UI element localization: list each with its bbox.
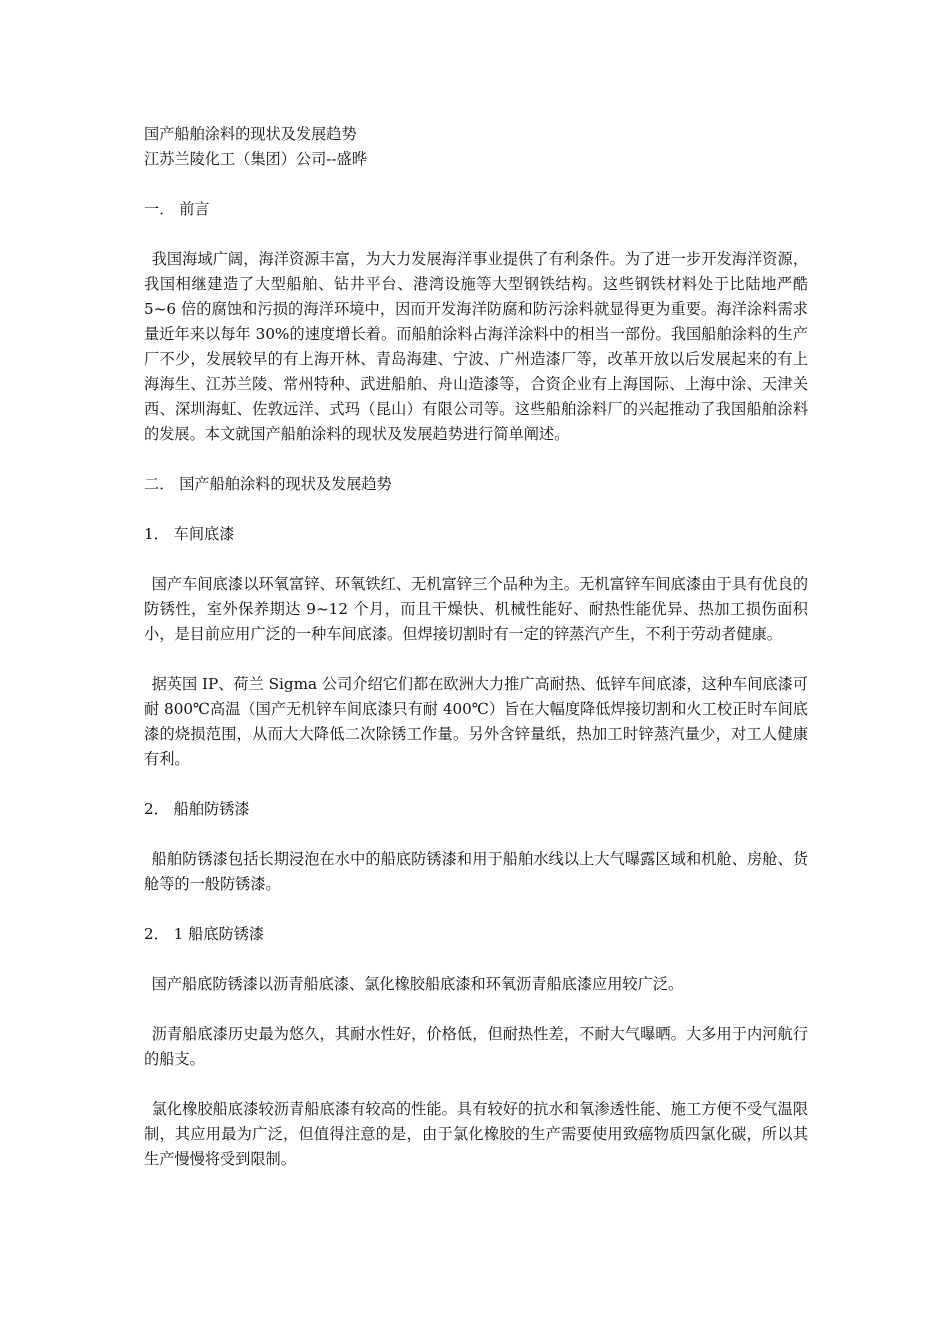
spacer — [144, 172, 808, 197]
paragraph: 沥青船底漆历史最为悠久，其耐水性好，价格低，但耐热性差，不耐大气曝晒。大多用于内河航行的船支。 — [144, 1025, 808, 1068]
document-author: 江苏兰陵化工（集团）公司--盛晔 — [144, 150, 367, 168]
spacer — [144, 447, 808, 472]
paragraph: 国产船底防锈漆以沥青船底漆、氯化橡胶船底漆和环氧沥青船底漆应用较广泛。 — [151, 975, 684, 993]
spacer — [144, 997, 808, 1022]
spacer — [144, 647, 808, 672]
title-block — [144, 122, 808, 172]
paragraph: 船舶防锈漆包括长期浸泡在水中的船底防锈漆和用于船舶水线以上大气曝露区域和机舱、房舱、货舱等的一般防锈漆。 — [144, 850, 808, 893]
spacer — [144, 772, 808, 797]
spacer — [144, 222, 808, 247]
paragraph: 我国海域广阔，海洋资源丰富，为大力发展海洋事业提供了有利条件。为了进一步开发海洋资源，我国相继建造了大型船舶、钻井平台、港湾设施等大型钢铁结构。这些钢铁材料处于比陆地严酷 5~6 倍的腐蚀和污损的海洋环境中，因而开发海洋防腐和防污涂料就显得更为重要。海洋涂料需求量近年来以每年 30%的速度增长着。而船舶涂料占海洋涂料中的相当一部份。我国船舶涂料的生产厂不少，发展较早的有上海开林、青岛海建、宁波、广州造漆厂等，改革开放以后发展起来的有上海海生、江苏兰陵、常州特种、武进船舶、舟山造漆等，合资企业有上海国际、上海中涂、天津关西、深圳海虹、佐敦远洋、式玛（昆山）有限公司等。这些船舶涂料厂的兴起推动了我国船舶涂料的发展。本文就国产船舶涂料的现状及发展趋势进行简单阐述。 — [144, 250, 808, 443]
paragraph: 国产车间底漆以环氧富锌、环氧铁红、无机富锌三个品种为主。无机富锌车间底漆由于具有优良的防锈性，室外保养期达 9~12 个月，而且干燥快、机械性能好、耐热性能优异、热加工损伤面积小，是目前应用广泛的一种车间底漆。但焊接切割时有一定的锌蒸汽产生，不利于劳动者健康。 — [144, 575, 808, 643]
spacer — [144, 497, 808, 522]
spacer — [144, 547, 808, 572]
section-heading-anticorrosive: 2． 船舶防锈漆 — [144, 800, 250, 818]
paragraph: 氯化橡胶船底漆较沥青船底漆有较高的性能。具有较好的抗水和氧渗透性能、施工方便不受气温限制，其应用最为广泛，但值得注意的是，由于氯化橡胶的生产需要使用致癌物质四氯化碳，所以其生产慢慢将受到限制。 — [144, 1100, 808, 1168]
document-page — [144, 122, 808, 1172]
spacer — [144, 897, 808, 922]
section-heading-preface: 一． 前言 — [144, 200, 210, 218]
section-heading-status-trends: 二． 国产船舶涂料的现状及发展趋势 — [144, 475, 392, 493]
section-heading-shop-primer: 1． 车间底漆 — [144, 525, 235, 543]
paragraph: 据英国 IP、荷兰 Sigma 公司介绍它们都在欧洲大力推广高耐热、低锌车间底漆，这种车间底漆可耐 800℃高温（国产无机锌车间底漆只有耐 400℃）旨在大幅度降低焊接切割和火工校正时车间底漆的烧损范围，从而大大降低二次除锈工作量。另外含锌量纸，热加工时锌蒸汽量少，对工人健康有利。 — [144, 675, 808, 768]
spacer — [144, 947, 808, 972]
section-heading-bottom-anticorrosive: 2． 1 船底防锈漆 — [144, 925, 265, 943]
spacer — [144, 1072, 808, 1097]
document-title: 国产船舶涂料的现状及发展趋势 — [144, 125, 357, 143]
spacer — [144, 822, 808, 847]
